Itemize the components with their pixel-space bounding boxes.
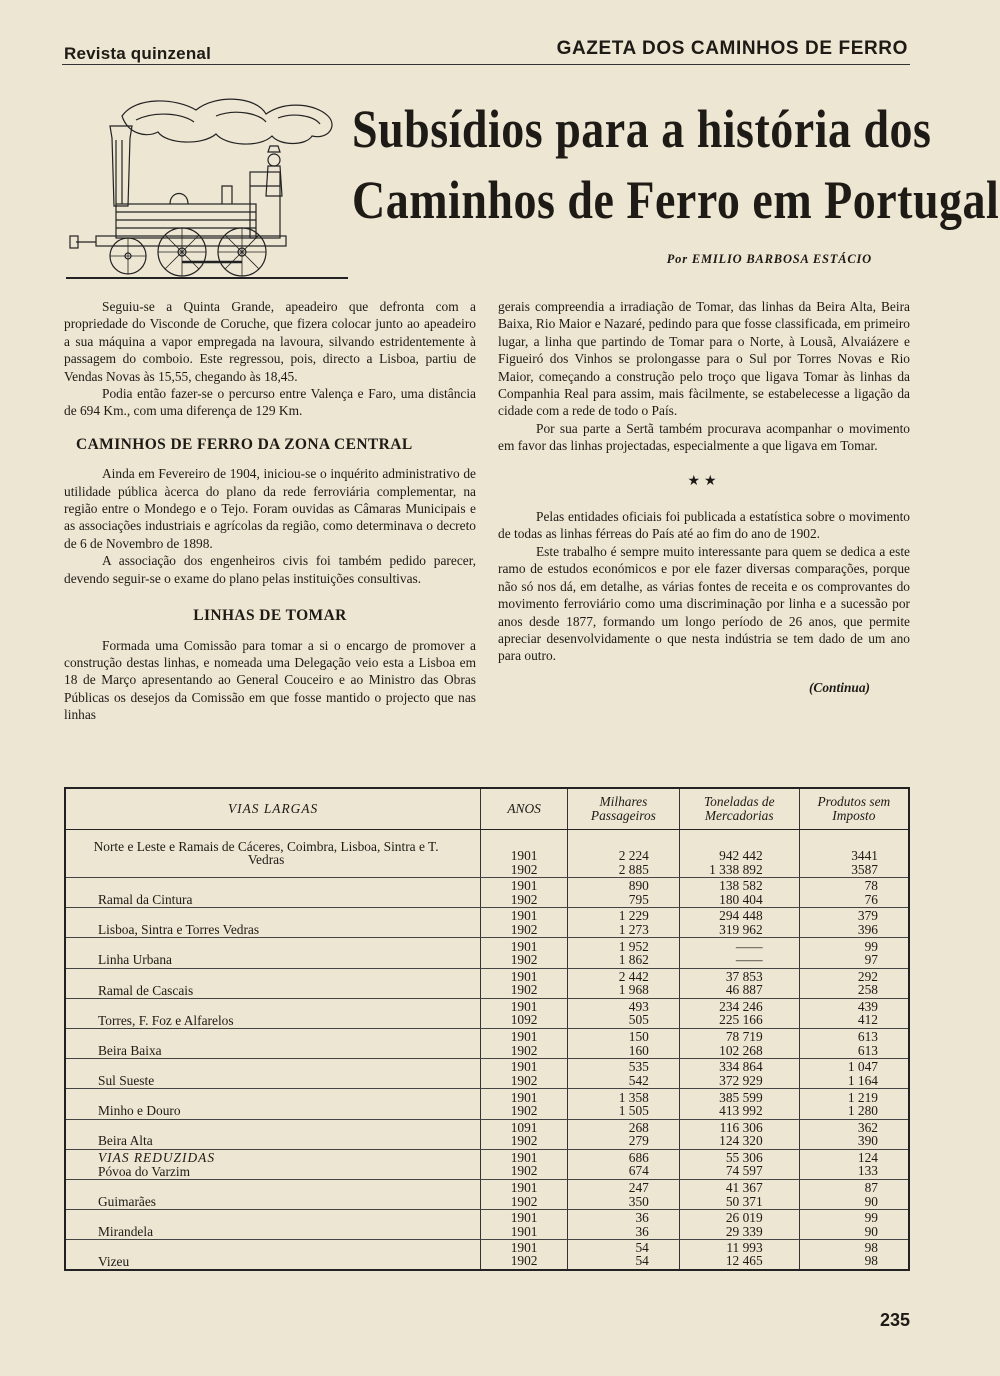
goods-cell-value: 225 166 bbox=[719, 1012, 763, 1028]
table-row bbox=[65, 1149, 909, 1179]
table-row bbox=[65, 1028, 909, 1058]
years-cell-value: 1901 bbox=[510, 1223, 538, 1239]
line-name-cell bbox=[65, 938, 481, 968]
header-right: GAZETA DOS CAMINHOS DE FERRO bbox=[556, 38, 908, 59]
section-label-vias-reduzidas: VIAS REDUZIDAS bbox=[98, 1150, 216, 1166]
goods-cell-value: 294 448 bbox=[719, 908, 763, 924]
line-name: Ramal de Cascais bbox=[98, 982, 194, 998]
years-cell-value: 1901 bbox=[510, 1239, 538, 1255]
table-row bbox=[65, 1059, 909, 1089]
steam-locomotive-illustration bbox=[66, 86, 348, 282]
goods-cell-value: 11 993 bbox=[726, 1239, 763, 1255]
goods-cell-value: 942 442 bbox=[719, 848, 763, 863]
line-name-cell bbox=[65, 1089, 481, 1119]
paragraph: Por sua parte a Sertã também procurava acompanhar o movimento em favor das linhas projectadas, especialmente a que ligava em Tomar. bbox=[498, 420, 910, 454]
table-row bbox=[65, 1240, 909, 1270]
products-cell bbox=[799, 1089, 909, 1119]
line-name-cell bbox=[65, 968, 481, 998]
continued-note: (Continua) bbox=[808, 679, 870, 695]
passengers-cell bbox=[568, 1210, 680, 1240]
header-years: ANOS bbox=[481, 788, 568, 830]
years-cell-value: 1902 bbox=[510, 891, 538, 907]
passengers-cell bbox=[568, 1089, 680, 1119]
years-cell-value: 1902 bbox=[510, 1253, 538, 1269]
years-cell-value: 1901 bbox=[510, 1029, 538, 1045]
products-cell-value: 98 bbox=[864, 1239, 878, 1255]
years-cell-value: 1901 bbox=[510, 878, 538, 894]
table-row bbox=[65, 1210, 909, 1240]
line-name-cell bbox=[65, 1119, 481, 1149]
years-cell-value: 1091 bbox=[510, 1119, 538, 1135]
passengers-cell-value: 1 273 bbox=[618, 921, 649, 937]
section-heading-tomar: LINHAS DE TOMAR bbox=[193, 607, 347, 625]
years-cell bbox=[481, 878, 568, 908]
passengers-cell bbox=[568, 998, 680, 1028]
paragraph: gerais compreendia a irradiação de Tomar, das linhas da Beira Alta, Beira Baixa, Rio Maior e Nazaré, pedindo para que fosse classificada, em primeiro lugar, a linha que partindo de Tomar para o Norte, à Lousã, Alvaiázere e Figueiró dos Vinhos se prolongasse para o Sul por Torres Novas e Rio Maior, começando a construção pelo troço que ligava Tomar às linhas da Companhia Real para assim, mais fàcilmente, se estabelecesse a ligação da cidade com a rede de todo o País. bbox=[498, 299, 910, 419]
years-cell bbox=[481, 1210, 568, 1240]
goods-cell-value: 385 599 bbox=[719, 1089, 763, 1105]
passengers-cell-value: 1 358 bbox=[618, 1089, 649, 1105]
goods-cell bbox=[679, 1028, 799, 1058]
years-cell-value: 1092 bbox=[510, 1012, 538, 1028]
passengers-cell-value: 2 224 bbox=[618, 848, 649, 863]
goods-cell bbox=[679, 1119, 799, 1149]
table-row bbox=[65, 830, 909, 878]
goods-cell-value: 29 339 bbox=[725, 1223, 763, 1239]
header-lines: VIAS LARGAS bbox=[65, 788, 481, 830]
table-row bbox=[65, 878, 909, 908]
line-name: Póvoa do Varzim bbox=[98, 1163, 190, 1179]
passengers-cell-value: 36 bbox=[635, 1223, 649, 1239]
products-cell-value: 1 047 bbox=[847, 1059, 878, 1075]
passengers-cell-value: 247 bbox=[628, 1180, 649, 1196]
paragraph: Podia então fazer-se o percurso entre Valença e Faro, uma distância de 694 Km., com uma diferença de 129 Km. bbox=[64, 386, 476, 419]
goods-cell bbox=[679, 1240, 799, 1270]
products-cell-value: 3587 bbox=[851, 861, 878, 877]
article-title bbox=[352, 94, 1000, 236]
goods-cell-value: 78 719 bbox=[725, 1029, 763, 1045]
passengers-cell bbox=[568, 1119, 680, 1149]
products-cell-value: 1 219 bbox=[847, 1089, 878, 1105]
years-cell-value: 1902 bbox=[510, 1042, 538, 1058]
line-name: Mirandela bbox=[98, 1224, 154, 1240]
products-cell bbox=[799, 938, 909, 968]
goods-cell bbox=[679, 1210, 799, 1240]
products-cell-value: 97 bbox=[864, 952, 878, 968]
table-row bbox=[65, 1179, 909, 1209]
title-line-1: Subsídios para a história dos bbox=[352, 98, 932, 159]
line-name: Lisboa, Sintra e Torres Vedras bbox=[98, 922, 260, 938]
table-row bbox=[65, 1089, 909, 1119]
goods-cell-value: 234 246 bbox=[719, 998, 763, 1014]
goods-cell bbox=[679, 830, 799, 878]
products-cell-value: 362 bbox=[857, 1119, 878, 1135]
years-cell-value: 1901 bbox=[510, 1149, 538, 1165]
years-cell-value: 1901 bbox=[510, 1210, 538, 1226]
years-cell-value: 1902 bbox=[510, 1072, 538, 1088]
years-cell-value: 1902 bbox=[510, 1133, 538, 1149]
years-cell-value: 1902 bbox=[510, 1193, 538, 1209]
products-cell-value: 613 bbox=[857, 1029, 878, 1045]
products-cell bbox=[799, 968, 909, 998]
passengers-cell-value: 350 bbox=[628, 1193, 649, 1209]
products-cell bbox=[799, 830, 909, 878]
line-name: Sul Sueste bbox=[98, 1073, 155, 1089]
goods-cell bbox=[679, 1179, 799, 1209]
years-cell-value: 1901 bbox=[510, 908, 538, 924]
goods-cell-value: 319 962 bbox=[719, 921, 763, 937]
table-row bbox=[65, 1119, 909, 1149]
goods-cell bbox=[679, 968, 799, 998]
passengers-cell-value: 1 505 bbox=[618, 1103, 649, 1118]
section-heading-central: CAMINHOS DE FERRO DA ZONA CENTRAL bbox=[76, 435, 413, 453]
passengers-cell-value: 279 bbox=[628, 1133, 649, 1149]
products-cell-value: 87 bbox=[864, 1180, 878, 1196]
right-column bbox=[498, 298, 910, 696]
passengers-cell-value: 36 bbox=[635, 1210, 649, 1226]
line-name-cell bbox=[65, 1149, 481, 1179]
passengers-cell bbox=[568, 1059, 680, 1089]
line-name-cell bbox=[65, 998, 481, 1028]
goods-cell bbox=[679, 878, 799, 908]
products-cell bbox=[799, 1059, 909, 1089]
passengers-cell bbox=[568, 1149, 680, 1179]
goods-cell-value: 41 367 bbox=[725, 1180, 763, 1196]
section-separator-stars: ★★ bbox=[687, 473, 721, 489]
years-cell-value: 1901 bbox=[510, 1059, 538, 1075]
passengers-cell-value: 686 bbox=[628, 1149, 649, 1165]
products-cell-value: 292 bbox=[857, 968, 878, 984]
years-cell-value: 1901 bbox=[510, 1180, 538, 1196]
goods-cell-value: —— bbox=[735, 938, 763, 954]
goods-cell-value: 413 992 bbox=[719, 1103, 763, 1118]
passengers-cell-value: 1 862 bbox=[618, 952, 649, 968]
products-cell-value: 99 bbox=[864, 1210, 878, 1226]
goods-cell-value: 55 306 bbox=[725, 1149, 763, 1165]
byline: Por EMILIO BARBOSA ESTÁCIO bbox=[666, 252, 872, 266]
products-cell-value: 613 bbox=[857, 1042, 878, 1058]
products-cell-value: 90 bbox=[864, 1193, 878, 1209]
years-cell-value: 1901 bbox=[510, 998, 538, 1014]
years-cell-value: 1901 bbox=[510, 938, 538, 954]
products-cell-value: 396 bbox=[857, 921, 878, 937]
goods-cell bbox=[679, 938, 799, 968]
years-cell bbox=[481, 1119, 568, 1149]
goods-cell-value: 334 864 bbox=[719, 1059, 763, 1075]
passengers-cell-value: 2 442 bbox=[618, 968, 649, 984]
products-cell-value: 99 bbox=[864, 938, 878, 954]
products-cell-value: 1 280 bbox=[847, 1103, 878, 1118]
products-cell-value: 439 bbox=[857, 998, 878, 1014]
header-rule bbox=[62, 64, 910, 65]
line-name-cell bbox=[65, 1179, 481, 1209]
table-row bbox=[65, 938, 909, 968]
paragraph: Ainda em Fevereiro de 1904, iniciou-se o inquérito administrativo de utilidade pública àcerca do plano da rede ferroviária complementar, na região entre o Mondego e o Tejo. Foram ouvidas as Câmaras Municipais e as associações industriais e agrícolas da região, como determinava o decreto de 6 de Novembro de 1898. bbox=[64, 466, 476, 551]
products-cell bbox=[799, 1149, 909, 1179]
passengers-cell-value: 890 bbox=[628, 878, 649, 894]
passengers-cell bbox=[568, 908, 680, 938]
goods-cell bbox=[679, 998, 799, 1028]
years-cell bbox=[481, 1089, 568, 1119]
header-left: Revista quinzenal bbox=[64, 44, 211, 63]
passengers-cell-value: 1 229 bbox=[618, 908, 649, 924]
line-name: Beira Baixa bbox=[98, 1042, 162, 1058]
passengers-cell-value: 1 952 bbox=[618, 938, 649, 954]
goods-cell-value: 102 268 bbox=[719, 1042, 763, 1058]
years-cell-value: 1902 bbox=[510, 921, 538, 937]
years-cell bbox=[481, 1179, 568, 1209]
products-cell-value: 3441 bbox=[851, 848, 878, 863]
passengers-cell-value: 268 bbox=[628, 1119, 649, 1135]
products-cell-value: 412 bbox=[857, 1012, 878, 1028]
goods-cell-value: 50 371 bbox=[725, 1193, 763, 1209]
left-column bbox=[64, 298, 476, 724]
passengers-cell bbox=[568, 878, 680, 908]
passengers-cell-value: 795 bbox=[628, 891, 649, 907]
line-name-cell bbox=[65, 1059, 481, 1089]
years-cell-value: 1902 bbox=[510, 952, 538, 968]
passengers-cell-value: 674 bbox=[628, 1163, 649, 1179]
goods-cell-value: 116 306 bbox=[719, 1119, 763, 1135]
years-cell bbox=[481, 908, 568, 938]
goods-cell-value: 37 853 bbox=[725, 968, 763, 984]
header-products: Produtos sem Imposto bbox=[799, 788, 909, 830]
products-cell bbox=[799, 1179, 909, 1209]
line-name: Linha Urbana bbox=[98, 952, 172, 968]
products-cell bbox=[799, 908, 909, 938]
passengers-cell-value: 54 bbox=[635, 1253, 649, 1269]
goods-cell-value: 138 582 bbox=[719, 878, 763, 894]
goods-cell-value: 74 597 bbox=[725, 1163, 763, 1179]
line-name: Torres, F. Foz e Alfarelos bbox=[98, 1012, 234, 1028]
passengers-cell bbox=[568, 1028, 680, 1058]
years-cell bbox=[481, 938, 568, 968]
goods-cell-value: 46 887 bbox=[725, 982, 763, 998]
years-cell bbox=[481, 1028, 568, 1058]
header-goods: Toneladas de Mercadorias bbox=[679, 788, 799, 830]
products-cell-value: 98 bbox=[864, 1253, 878, 1269]
products-cell bbox=[799, 878, 909, 908]
years-cell-value: 1902 bbox=[510, 982, 538, 998]
paragraph: Pelas entidades oficiais foi publicada a estatística sobre o movimento de todas as linhas férreas do País até ao fim do ano de 1902. bbox=[498, 509, 910, 542]
table-header-row bbox=[65, 788, 909, 830]
years-cell-value: 1901 bbox=[510, 1089, 538, 1105]
passengers-cell bbox=[568, 1240, 680, 1270]
goods-cell bbox=[679, 908, 799, 938]
railway-statistics-table bbox=[64, 787, 910, 1271]
paragraph: Este trabalho é sempre muito interessante para quem se dedica a este ramo de estudos económicos e por ele fazer diversas comparações, porque não só nos dá, em detalhe, as várias fontes de receita e os comprovantes do movimento ferroviário como uma discriminação por linha e a sucessão por anos desde 1877, formando um longo período de 26 anos, que permite apreciar desenvolvidamente o que nesta indústria se tem dado de um ano para outro. bbox=[498, 543, 910, 664]
passengers-cell-value: 160 bbox=[628, 1042, 649, 1058]
paragraph: Formada uma Comissão para tomar a si o encargo de promover a construção destas linhas, e nomeada uma Delegação veio esta a Lisboa em 18 de Março apresentando ao General Couceiro e ao Ministro das Obras Públicas os desejos da Comissão em que fosse mantido o projecto que nas linhas bbox=[64, 637, 476, 723]
line-name-cell bbox=[65, 1240, 481, 1270]
products-cell-value: 76 bbox=[864, 891, 878, 907]
products-cell-value: 133 bbox=[857, 1163, 878, 1179]
products-cell-value: 78 bbox=[864, 878, 878, 894]
passengers-cell bbox=[568, 938, 680, 968]
years-cell-value: 1902 bbox=[510, 861, 538, 877]
products-cell-value: 390 bbox=[857, 1133, 878, 1149]
products-cell bbox=[799, 1240, 909, 1270]
passengers-cell-value: 2 885 bbox=[618, 861, 649, 877]
passengers-cell-value: 535 bbox=[628, 1059, 649, 1075]
passengers-cell-value: 505 bbox=[628, 1012, 649, 1028]
products-cell bbox=[799, 1028, 909, 1058]
years-cell bbox=[481, 998, 568, 1028]
line-name: Ramal da Cintura bbox=[98, 891, 193, 907]
line-name-cell bbox=[65, 878, 481, 908]
passengers-cell-value: 493 bbox=[628, 998, 649, 1014]
goods-cell bbox=[679, 1089, 799, 1119]
goods-cell-value: 12 465 bbox=[725, 1253, 763, 1269]
products-cell-value: 258 bbox=[857, 982, 878, 998]
passengers-cell bbox=[568, 830, 680, 878]
products-cell-value: 90 bbox=[864, 1223, 878, 1239]
line-name-cell bbox=[65, 1210, 481, 1240]
years-cell bbox=[481, 1240, 568, 1270]
paragraph: Seguiu-se a Quinta Grande, apeadeiro que defronta com a propriedade do Visconde de Coruche, que fizera colocar junto ao apeadeiro a sua máquina a vapor empregada na lavoura, silvando estridentemente à passagem do comboio. Este regressou, pois, directo a Lisboa, partiu de Vendas Novas às 15,55, chegando às 18,45. bbox=[64, 299, 476, 384]
years-cell bbox=[481, 968, 568, 998]
passengers-cell-value: 1 968 bbox=[618, 982, 649, 998]
years-cell-value: 1901 bbox=[510, 968, 538, 984]
goods-cell bbox=[679, 1149, 799, 1179]
passengers-cell bbox=[568, 1179, 680, 1209]
years-cell-value: 1902 bbox=[510, 1103, 538, 1118]
line-name-cell bbox=[65, 908, 481, 938]
years-cell-value: 1901 bbox=[510, 848, 538, 863]
line-name: Norte e Leste e Ramais de Cáceres, Coimbra, Lisboa, Sintra e T. Vedras bbox=[93, 838, 439, 867]
title-line-2: Caminhos de Ferro em Portugal bbox=[352, 169, 1000, 230]
passengers-cell-value: 542 bbox=[628, 1072, 649, 1088]
goods-cell-value: —— bbox=[735, 952, 763, 968]
products-cell bbox=[799, 1210, 909, 1240]
years-cell bbox=[481, 1149, 568, 1179]
line-name-cell bbox=[65, 830, 481, 878]
table-row bbox=[65, 998, 909, 1028]
line-name-cell bbox=[65, 1028, 481, 1058]
passengers-cell-value: 54 bbox=[635, 1239, 649, 1255]
products-cell bbox=[799, 1119, 909, 1149]
years-cell bbox=[481, 1059, 568, 1089]
passengers-cell-value: 150 bbox=[628, 1029, 649, 1045]
products-cell-value: 1 164 bbox=[847, 1072, 878, 1088]
goods-cell bbox=[679, 1059, 799, 1089]
products-cell bbox=[799, 998, 909, 1028]
passengers-cell bbox=[568, 968, 680, 998]
table-row bbox=[65, 968, 909, 998]
line-name: Guimarães bbox=[98, 1193, 157, 1209]
goods-cell-value: 1 338 892 bbox=[709, 861, 763, 877]
line-name: Beira Alta bbox=[98, 1133, 153, 1149]
line-name: Vizeu bbox=[98, 1253, 130, 1269]
line-name: Minho e Douro bbox=[98, 1103, 181, 1119]
table-row bbox=[65, 908, 909, 938]
products-cell-value: 124 bbox=[857, 1149, 878, 1165]
goods-cell-value: 26 019 bbox=[725, 1210, 763, 1226]
page-number: 235 bbox=[879, 1310, 910, 1330]
goods-cell-value: 372 929 bbox=[719, 1072, 763, 1088]
years-cell bbox=[481, 830, 568, 878]
goods-cell-value: 124 320 bbox=[719, 1133, 763, 1149]
years-cell-value: 1902 bbox=[510, 1163, 538, 1179]
products-cell-value: 379 bbox=[857, 908, 878, 924]
header-passengers: Milhares Passageiros bbox=[568, 788, 680, 830]
goods-cell-value: 180 404 bbox=[719, 891, 763, 907]
paragraph: A associação dos engenheiros civis foi também pedido parecer, devendo seguir-se o exame do plano pelas instituições consultivas. bbox=[64, 553, 476, 586]
